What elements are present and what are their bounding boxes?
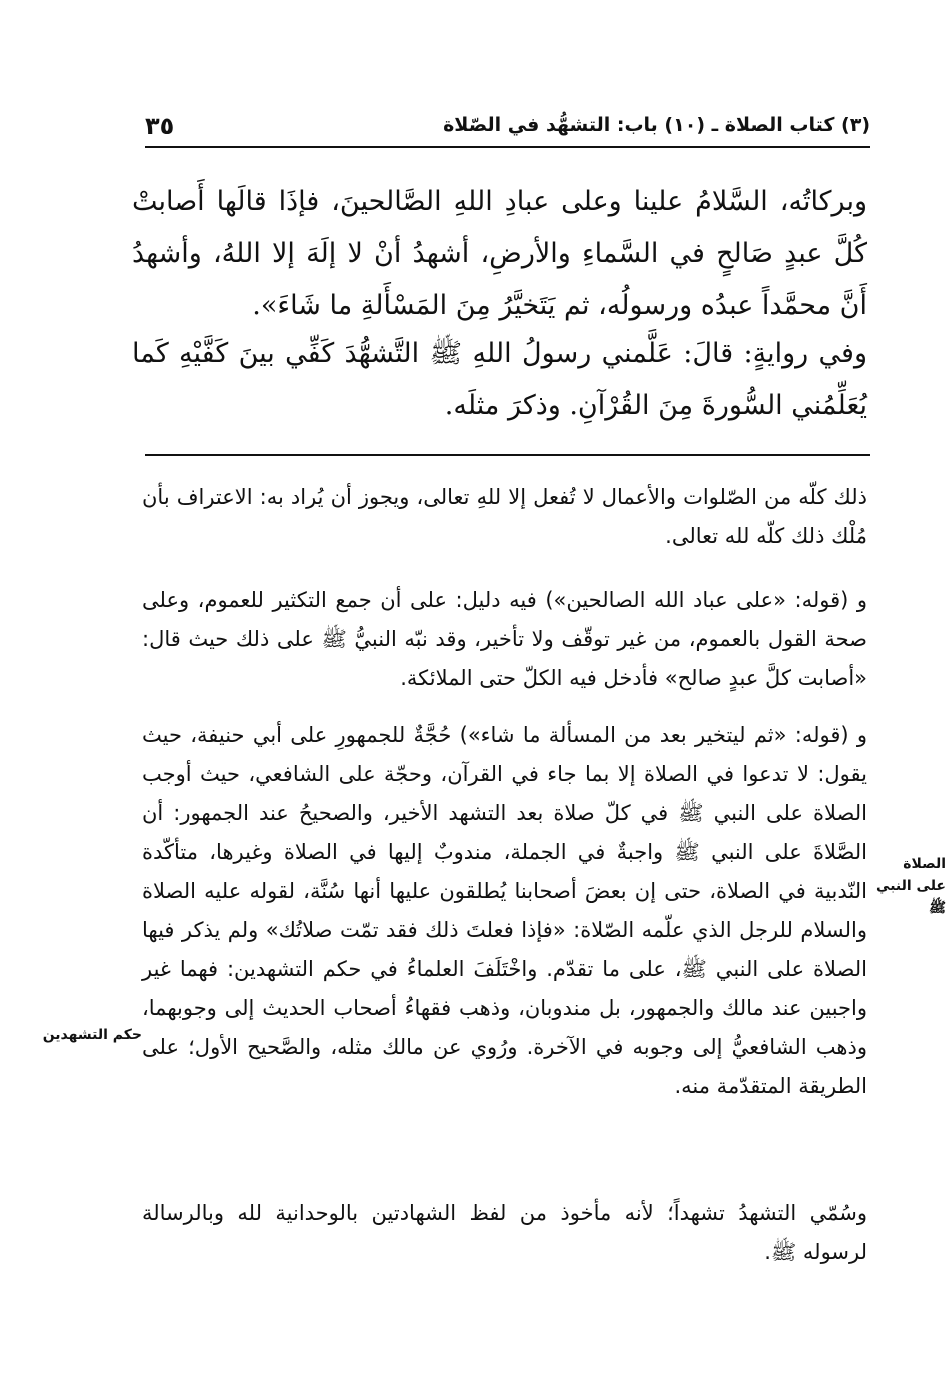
hadith-paragraph: وبركاتُه، السَّلامُ علينا وعلى عبادِ اللهِ الصَّالحينَ، فإذَا قالَها أَصابتْ كُلَّ عبدٍ صَالحٍ في السَّماءِ والأرضِ، أشهدُ أنْ لا إلَهَ إلا اللهُ، وأشهدُ أَنَّ محمَّداً عبدُه ورسولُه، ثم يَتَخيَّرُ مِنَ المَسْأَلةِ ما شَاءَ». [132, 186, 867, 321]
header-rule [145, 146, 870, 148]
hadith-text [132, 176, 867, 332]
hadith-paragraph: وفي روايةٍ: قالَ: عَلَّمني رسولُ اللهِ ﷺ التَّشهُّدَ كَفِّي بينَ كَفَّيْهِ كَما يُعَلِّمُني السُّورةَ مِنَ القُرْآنِ. وذكرَ مثلَه. [132, 338, 867, 421]
footnote-divider [145, 454, 870, 456]
commentary-paragraph: و (قوله: «على عباد الله الصالحين») فيه دليل: على أن جمع التكثير للعموم، وعلى صحة القول بالعموم، من غير توقّف ولا تأخير، وقد نبّه النبيُّ ﷺ على ذلك حيث قال: «أصابت كلَّ عبدٍ صالح» فأدخل فيه الكلّ حتى الملائكة. [142, 588, 867, 690]
running-head: (٣) كتاب الصلاة ـ (١٠) باب: التشهُّد في الصّلاة [443, 114, 870, 136]
page-number: ٣٥ [145, 112, 175, 140]
commentary-block [142, 581, 867, 698]
commentary-block [142, 716, 867, 1106]
commentary-paragraph: و (قوله: «ثم ليتخير بعد من المسألة ما شاء») حُجَّةٌ للجمهورِ على أبي حنيفة، حيث يقول: لا تدعوا في الصلاة إلا بما جاء في القرآن، وحجّة على الشافعي، حيث أوجب الصلاة على النبي ﷺ في كلّ صلاة بعد التشهد الأخير، والصحيحُ عند الجمهور: أن الصَّلاةَ على النبي ﷺ واجبةٌ في الجملة، مندوبٌ إليها في الصلاة وغيرها، متأكّدة النّدبية في الصلاة، حتى إن بعضَ أصحابنا يُطلقون عليها أنها سُنَّة، لقوله عليه الصلاة والسلام للرجل الذي علّمه الصّلاة: «فإذا فعلتَ ذلك فقد تمّت صلاتُك» ولم يذكر فيها الصلاة على النبي ﷺ، على ما تقدّم. واخْتَلَفَ العلماءُ في حكم التشهدين: فهما غير واجبين عند مالك والجمهور، بل مندوبان، وذهب فقهاءُ أصحاب الحديث إلى وجوبهما، وذهب الشافعيُّ إلى وجوبه في الآخرة. ورُوي عن مالك مثله، والصَّحيح الأول؛ على الطريقة المتقدّمة منه. [142, 723, 867, 1098]
margin-note-tashahhud-ruling: حكم التشهدين [42, 1027, 142, 1043]
commentary-paragraph: وسُمّي التشهدُ تشهداً؛ لأنه مأخوذ من لفظ الشهادتين بالوحدانية لله وبالرسالة لرسوله ﷺ. [142, 1201, 867, 1264]
commentary-paragraph: ذلك كلّه من الصّلوات والأعمال لا تُفعل إلا للهِ تعالى، ويجوز أن يُراد به: الاعتراف بأن مُلْك ذلك كلّه لله تعالى. [142, 485, 867, 548]
hadith-variant [132, 328, 867, 432]
page-header [145, 112, 870, 148]
commentary-block [142, 478, 867, 556]
margin-note-prayer-on-prophet: الصلاة على النبي ﷺ [876, 856, 946, 916]
commentary-block [142, 1194, 867, 1272]
